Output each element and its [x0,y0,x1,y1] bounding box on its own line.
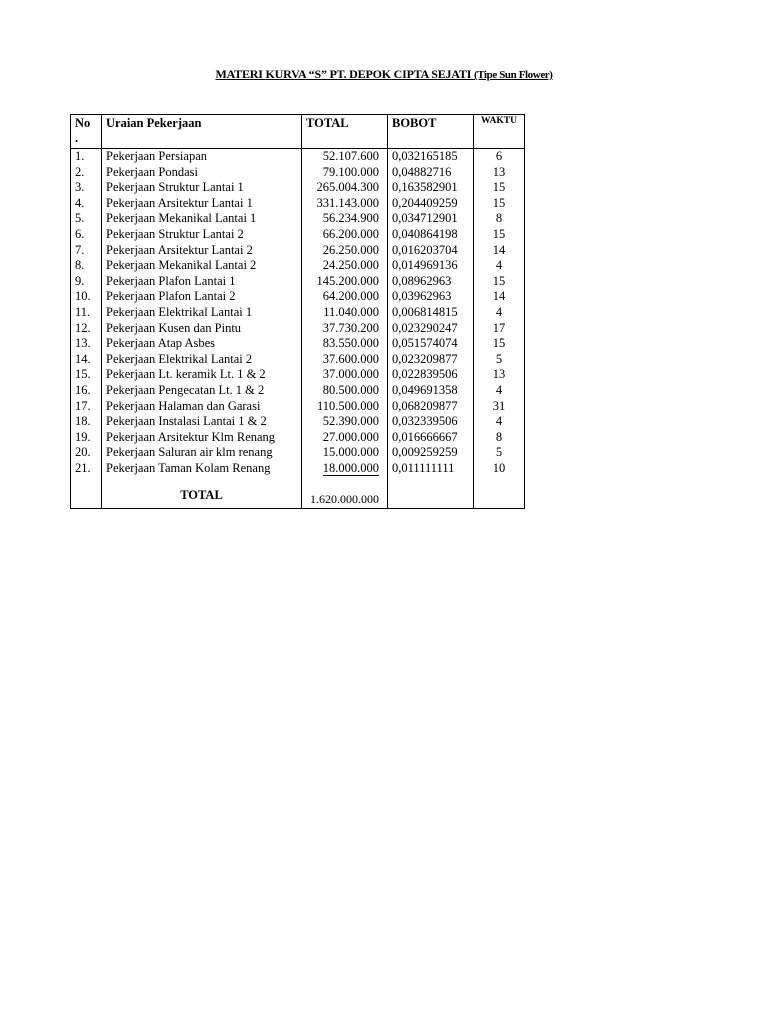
grand-total: 1.620.000.000 [302,492,388,508]
row-no: 9. [71,274,102,290]
row-uraian: Pekerjaan Elektrikal Lantai 1 [102,305,302,321]
table-row [71,227,525,243]
header-waktu: WAKTU [474,115,525,149]
header-uraian: Uraian Pekerjaan [102,115,302,149]
row-bobot: 0,016666667 [388,430,474,446]
row-uraian: Pekerjaan Plafon Lantai 2 [102,289,302,305]
table-header-row [71,115,525,149]
row-uraian: Pekerjaan Arsitektur Lantai 1 [102,196,302,212]
row-bobot: 0,022839506 [388,367,474,383]
table-row [71,180,525,196]
table-row [71,336,525,352]
row-bobot: 0,051574074 [388,336,474,352]
table-row [71,243,525,259]
table-row [71,289,525,305]
row-total: 24.250.000 [302,258,388,274]
row-total: 145.200.000 [302,274,388,290]
row-no: 10. [71,289,102,305]
row-bobot: 0,03962963 [388,289,474,305]
row-total: 331.143.000 [302,196,388,212]
table-row [71,399,525,415]
row-waktu: 15 [474,196,525,212]
row-no: 1. [71,149,102,165]
document-title [0,67,768,82]
row-uraian: Pekerjaan Pondasi [102,165,302,181]
title-subtitle: (Tipe Sun Flower) [473,69,553,81]
row-no: 14. [71,352,102,368]
row-uraian: Pekerjaan Lt. keramik Lt. 1 & 2 [102,367,302,383]
row-uraian: Pekerjaan Taman Kolam Renang [102,461,302,477]
row-waktu: 4 [474,414,525,430]
row-no: 7. [71,243,102,259]
row-no: 3. [71,180,102,196]
row-total: 56.234.900 [302,211,388,227]
table-row [71,211,525,227]
header-bobot: BOBOT [388,115,474,149]
row-bobot: 0,204409259 [388,196,474,212]
table-row [71,461,525,477]
row-uraian: Pekerjaan Arsitektur Klm Renang [102,430,302,446]
row-uraian: Pekerjaan Instalasi Lantai 1 & 2 [102,414,302,430]
row-no: 21. [71,461,102,477]
row-total: 83.550.000 [302,336,388,352]
row-total: 37.000.000 [302,367,388,383]
row-waktu: 15 [474,336,525,352]
row-uraian: Pekerjaan Persiapan [102,149,302,165]
row-uraian: Pekerjaan Arsitektur Lantai 2 [102,243,302,259]
row-no: 15. [71,367,102,383]
row-uraian: Pekerjaan Mekanikal Lantai 2 [102,258,302,274]
table-row [71,383,525,399]
row-total: 18.000.000 [302,461,388,477]
row-total: 15.000.000 [302,445,388,461]
row-no: 18. [71,414,102,430]
row-total: 27.000.000 [302,430,388,446]
row-uraian: Pekerjaan Plafon Lantai 1 [102,274,302,290]
table-total-row [71,492,525,508]
row-bobot: 0,023209877 [388,352,474,368]
title-main: MATERI KURVA “S” PT. DEPOK CIPTA SEJATI [215,67,472,81]
row-total: 37.600.000 [302,352,388,368]
table-row [71,274,525,290]
table-row [71,430,525,446]
row-bobot: 0,006814815 [388,305,474,321]
table-body [71,149,525,509]
row-uraian: Pekerjaan Struktur Lantai 1 [102,180,302,196]
table-row [71,305,525,321]
row-waktu: 5 [474,445,525,461]
row-no: 6. [71,227,102,243]
row-waktu: 10 [474,461,525,477]
row-waktu: 8 [474,430,525,446]
row-waktu: 31 [474,399,525,415]
row-total: 66.200.000 [302,227,388,243]
row-waktu: 14 [474,289,525,305]
row-uraian: Pekerjaan Struktur Lantai 2 [102,227,302,243]
header-no: No . [71,115,102,149]
row-no: 11. [71,305,102,321]
row-uraian: Pekerjaan Elektrikal Lantai 2 [102,352,302,368]
row-uraian: Pekerjaan Halaman dan Garasi [102,399,302,415]
table-row [71,352,525,368]
row-no: 20. [71,445,102,461]
row-uraian: Pekerjaan Mekanikal Lantai 1 [102,211,302,227]
row-no: 17. [71,399,102,415]
row-no: 19. [71,430,102,446]
table-row [71,196,525,212]
header-total: TOTAL [302,115,388,149]
row-waktu: 5 [474,352,525,368]
row-total: 80.500.000 [302,383,388,399]
row-uraian: Pekerjaan Kusen dan Pintu [102,321,302,337]
row-bobot: 0,034712901 [388,211,474,227]
row-total: 52.107.600 [302,149,388,165]
row-total: 265.004.300 [302,180,388,196]
row-total: 52.390.000 [302,414,388,430]
row-no: 2. [71,165,102,181]
row-total: 64.200.000 [302,289,388,305]
row-no: 13. [71,336,102,352]
row-uraian: Pekerjaan Atap Asbes [102,336,302,352]
row-bobot: 0,04882716 [388,165,474,181]
table-row [71,258,525,274]
row-bobot: 0,009259259 [388,445,474,461]
row-no: 8. [71,258,102,274]
row-waktu: 13 [474,165,525,181]
row-bobot: 0,016203704 [388,243,474,259]
table-row [71,149,525,165]
row-waktu: 6 [474,149,525,165]
row-no: 4. [71,196,102,212]
row-total: 11.040.000 [302,305,388,321]
table-row [71,367,525,383]
row-waktu: 15 [474,227,525,243]
row-waktu: 14 [474,243,525,259]
row-waktu: 13 [474,367,525,383]
row-no: 12. [71,321,102,337]
row-waktu: 4 [474,383,525,399]
row-waktu: 15 [474,180,525,196]
row-waktu: 8 [474,211,525,227]
work-items-table [70,114,525,509]
row-total: 37.730.200 [302,321,388,337]
total-label: TOTAL [102,488,302,504]
row-bobot: 0,023290247 [388,321,474,337]
row-bobot: 0,032165185 [388,149,474,165]
row-total: 79.100.000 [302,165,388,181]
table-row [71,321,525,337]
row-no: 5. [71,211,102,227]
row-bobot: 0,068209877 [388,399,474,415]
row-bobot: 0,049691358 [388,383,474,399]
row-uraian: Pekerjaan Saluran air klm renang [102,445,302,461]
row-bobot: 0,011111111 [388,461,474,477]
row-uraian: Pekerjaan Pengecatan Lt. 1 & 2 [102,383,302,399]
row-total: 110.500.000 [302,399,388,415]
row-waktu: 17 [474,321,525,337]
row-bobot: 0,163582901 [388,180,474,196]
row-waktu: 4 [474,305,525,321]
table-row [71,165,525,181]
row-waktu: 15 [474,274,525,290]
row-bobot: 0,040864198 [388,227,474,243]
row-total: 26.250.000 [302,243,388,259]
row-no: 16. [71,383,102,399]
table-row [71,414,525,430]
row-bobot: 0,032339506 [388,414,474,430]
table-row [71,445,525,461]
row-waktu: 4 [474,258,525,274]
row-bobot: 0,014969136 [388,258,474,274]
row-bobot: 0,08962963 [388,274,474,290]
